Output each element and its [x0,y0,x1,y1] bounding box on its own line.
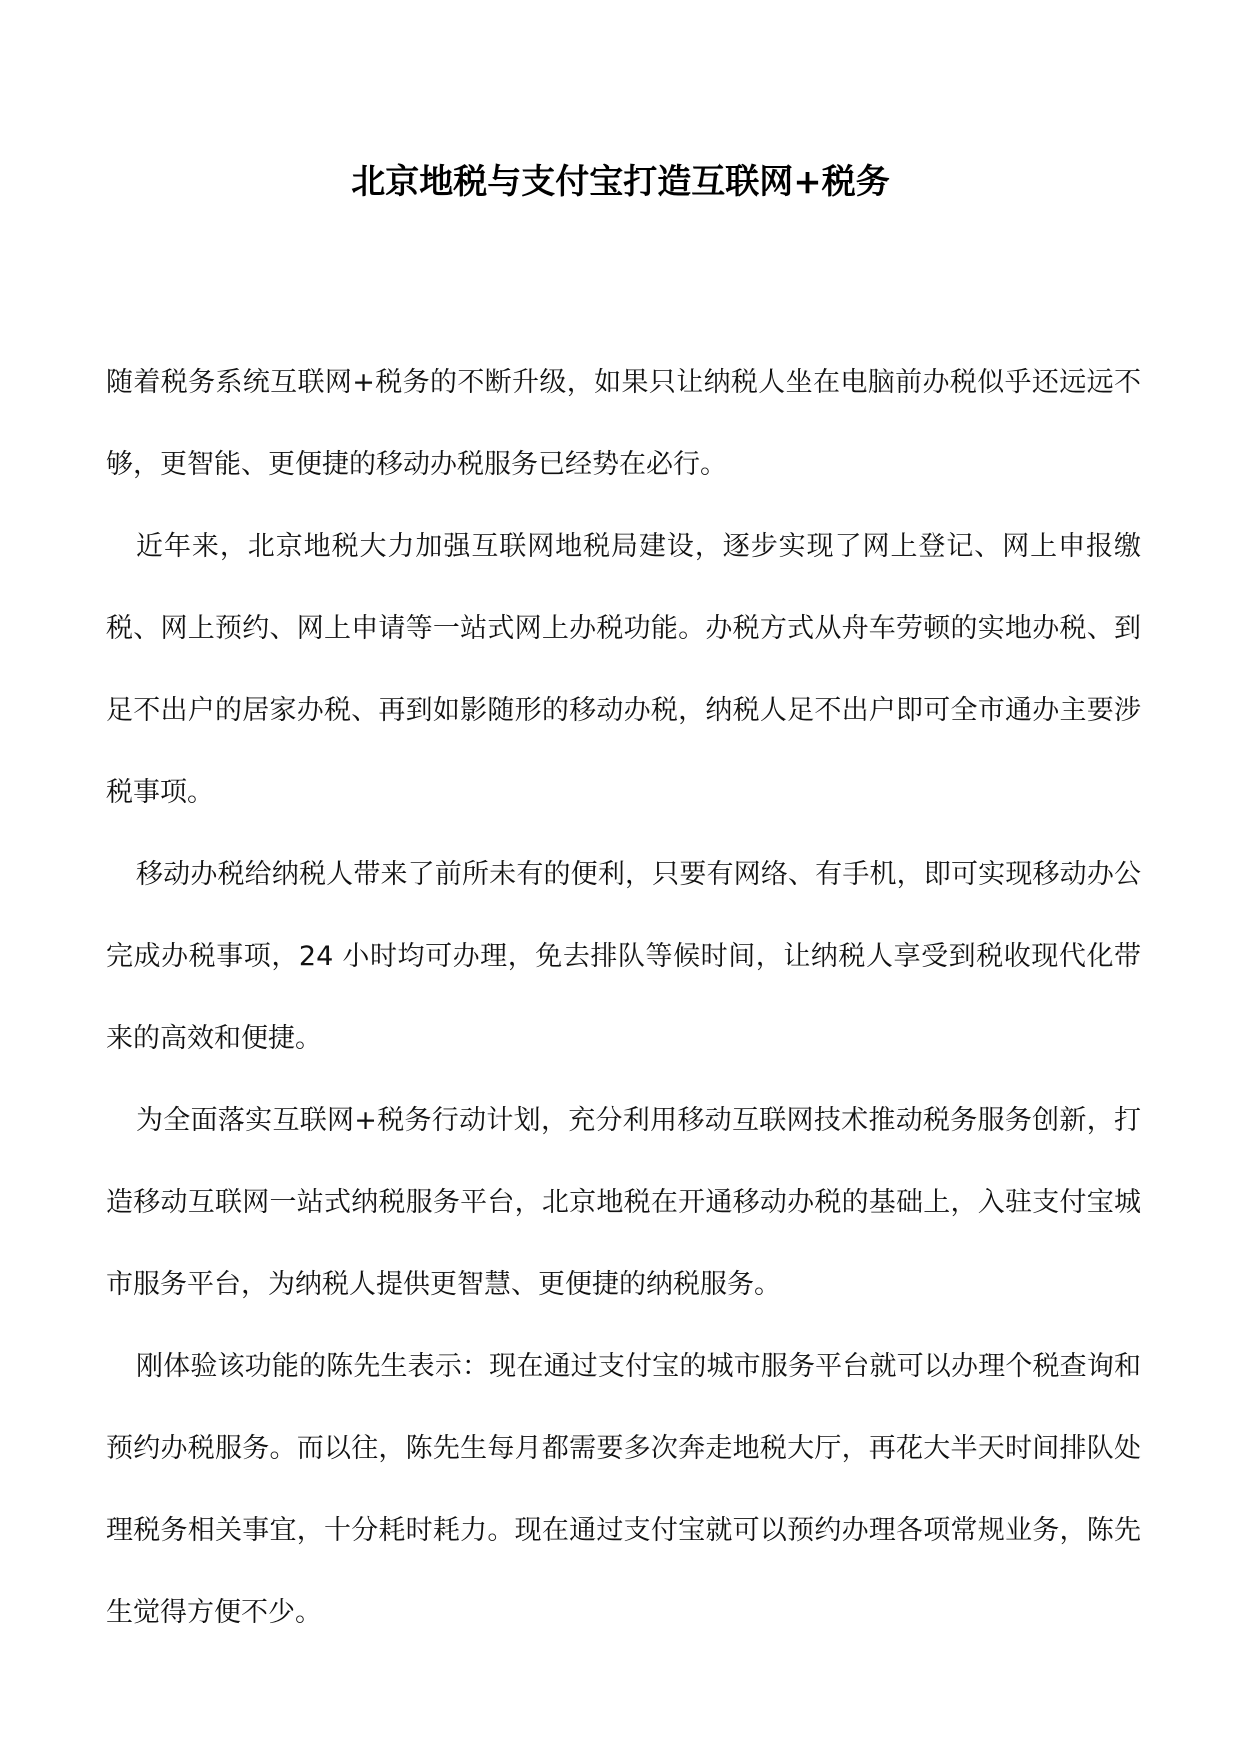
paragraph-4: 为全面落实互联网+税务行动计划，充分利用移动互联网技术推动税务服务创新，打造移动互联网一站式纳税服务平台，北京地税在开通移动办税的基础上，入驻支付宝城市服务平台，为纳税人提供更智慧、更便捷的纳税服务。 [106,1105,1141,1300]
document-body [106,342,1141,1654]
paragraph-3: 移动办税给纳税人带来了前所未有的便利，只要有网络、有手机，即可实现移动办公完成办税事项，24 小时均可办理，免去排队等候时间，让纳税人享受到税收现代化带来的高效和便捷。 [106,859,1141,1054]
paragraph-1: 随着税务系统互联网+税务的不断升级，如果只让纳税人坐在电脑前办税似乎还远远不够，更智能、更便捷的移动办税服务已经势在必行。 [106,367,1141,480]
document-title: 北京地税与支付宝打造互联网+税务 [351,162,890,202]
paragraph-5: 刚体验该功能的陈先生表示：现在通过支付宝的城市服务平台就可以办理个税查询和预约办税服务。而以往，陈先生每月都需要多次奔走地税大厅，再花大半天时间排队处理税务相关事宜，十分耗时耗力。现在通过支付宝就可以预约办理各项常规业务，陈先生觉得方便不少。 [106,1351,1141,1628]
paragraph-2: 近年来，北京地税大力加强互联网地税局建设，逐步实现了网上登记、网上申报缴税、网上预约、网上申请等一站式网上办税功能。办税方式从舟车劳顿的实地办税、到足不出户的居家办税、再到如影随形的移动办税，纳税人足不出户即可全市通办主要涉税事项。 [106,531,1141,808]
